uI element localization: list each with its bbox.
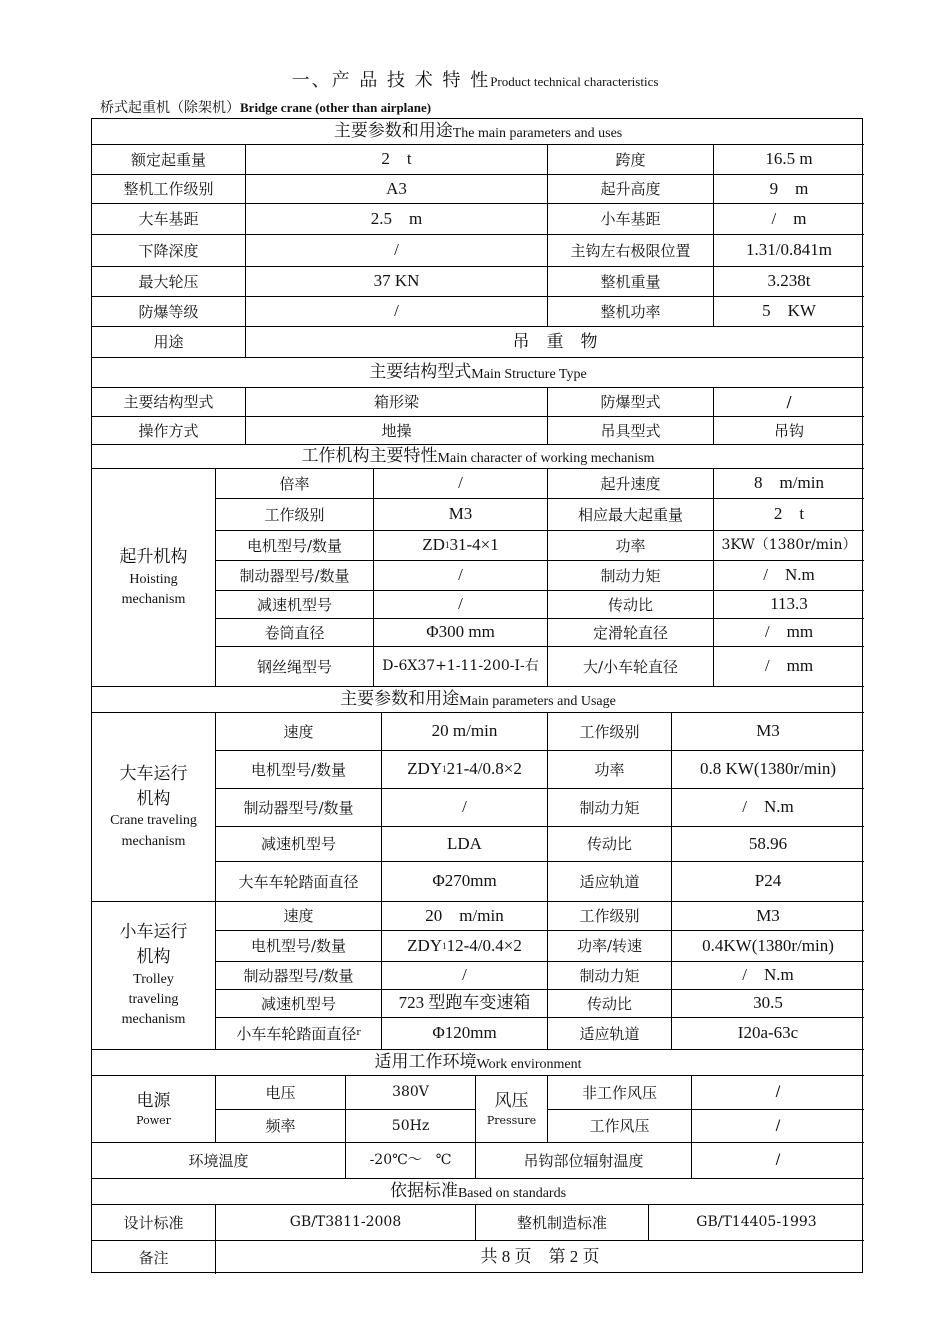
structure-value: /: [714, 388, 864, 417]
hoisting-value: / N.m: [714, 561, 864, 591]
crane-value: /: [382, 789, 548, 827]
param-value: 37 KN: [246, 267, 548, 297]
param-label: 下降深度: [92, 235, 246, 267]
crane-value: 0.8 KW(1380r/min): [672, 751, 864, 789]
hoisting-value: 113.3: [714, 591, 864, 619]
nonwork-wind-value: /: [692, 1076, 864, 1110]
manufacturing-standard-value: GB/T14405-1993: [649, 1205, 864, 1241]
trolley-label: 小车车轮踏面直径 r: [216, 1018, 382, 1050]
param-label: 整机工作级别: [92, 175, 246, 204]
page-number: 共 8 页 第 2 页: [480, 1247, 600, 1267]
structure-value: 吊钩: [714, 417, 864, 445]
param-label: 主钩左右极限位置: [548, 235, 714, 267]
ambient-temp-value: -20℃～ ℃: [346, 1143, 476, 1179]
power-label: 电源 Power: [92, 1076, 216, 1143]
param-label: 整机重量: [548, 267, 714, 297]
hoisting-label: 大/小车轮直径: [548, 647, 714, 687]
structure-value: 地操: [246, 417, 548, 445]
crane-label: 减速机型号: [216, 827, 382, 862]
param-label: 大车基距: [92, 204, 246, 235]
hoisting-mechanism-label: 起升机构 Hoisting mechanism: [92, 469, 216, 687]
hoisting-label: 钢丝绳型号: [216, 647, 374, 687]
crane-label: 制动器型号/数量: [216, 789, 382, 827]
crane-label: 功率: [548, 751, 672, 789]
hoisting-label: 定滑轮直径: [548, 619, 714, 647]
hoisting-label: 相应最大起重量: [548, 499, 714, 531]
crane-mechanism-label: 大车运行 机构 Crane traveling mechanism: [92, 713, 216, 902]
design-standard-value: GB/T3811-2008: [216, 1205, 476, 1241]
param-value: /: [246, 297, 548, 327]
hoisting-label: 电机型号/数量: [216, 531, 374, 561]
crane-label: 适应轨道: [548, 862, 672, 902]
voltage-value: 380V: [346, 1076, 476, 1110]
trolley-value: I20a-63c: [672, 1018, 864, 1050]
crane-label: 工作级别: [548, 713, 672, 751]
hoisting-value: ZD 1 31-4×1: [374, 531, 548, 561]
manufacturing-standard-label: 整机制造标准: [476, 1205, 649, 1241]
hook-radiation-temp-label: 吊钩部位辐射温度: [476, 1143, 692, 1179]
structure-value: 箱形梁: [246, 388, 548, 417]
hoisting-value: 8 m/min: [714, 469, 864, 499]
param-label: 最大轮压: [92, 267, 246, 297]
trolley-label: 速度: [216, 902, 382, 931]
trolley-label: 工作级别: [548, 902, 672, 931]
hoisting-value: D-6X37+1-11-200-I-右: [374, 647, 548, 687]
trolley-value: M3: [672, 902, 864, 931]
param-label: 额定起重量: [92, 145, 246, 175]
crane-value: M3: [672, 713, 864, 751]
trolley-value: 723 型跑车变速箱: [382, 990, 548, 1018]
trolley-value: Φ120mm: [382, 1018, 548, 1050]
page-title: 一、产 品 技 术 特 性Product technical characteristics: [291, 70, 659, 91]
hoisting-label: 制动力矩: [548, 561, 714, 591]
crane-label: 大车车轮踏面直径: [216, 862, 382, 902]
section-header-standards: 依据标准 Based on standards: [92, 1179, 864, 1205]
hoisting-label: 减速机型号: [216, 591, 374, 619]
hoisting-label: 卷筒直径: [216, 619, 374, 647]
work-wind-value: /: [692, 1110, 864, 1143]
trolley-label: 制动器型号/数量: [216, 962, 382, 990]
hoisting-value: /: [374, 469, 548, 499]
remarks-label: 备注: [92, 1241, 216, 1274]
param-label: 起升高度: [548, 175, 714, 204]
crane-value: ZDY 1 21-4/0.8×2: [382, 751, 548, 789]
param-label: 防爆等级: [92, 297, 246, 327]
hoisting-label: 起升速度: [548, 469, 714, 499]
param-value: /: [246, 235, 548, 267]
hoisting-value: 2 t: [714, 499, 864, 531]
crane-value: P24: [672, 862, 864, 902]
section-header-main-params-usage: 主要参数和用途 Main parameters and Usage: [92, 687, 864, 713]
hoisting-value: M3: [374, 499, 548, 531]
voltage-label: 电压: [216, 1076, 346, 1110]
trolley-label: 电机型号/数量: [216, 931, 382, 962]
trolley-label: 功率/转速: [548, 931, 672, 962]
hoisting-label: 倍率: [216, 469, 374, 499]
trolley-value: ZDY 1 12-4/0.4×2: [382, 931, 548, 962]
work-wind-label: 工作风压: [548, 1110, 692, 1143]
hoisting-label: 工作级别: [216, 499, 374, 531]
document-subtitle: 桥式起重机（除架机）Bridge crane (other than airplane): [100, 100, 432, 116]
crane-value: LDA: [382, 827, 548, 862]
hoisting-value: /: [374, 591, 548, 619]
trolley-label: 传动比: [548, 990, 672, 1018]
wind-pressure-label: 风压 Pressure: [476, 1076, 548, 1143]
trolley-label: 适应轨道: [548, 1018, 672, 1050]
nonwork-wind-label: 非工作风压: [548, 1076, 692, 1110]
structure-label: 吊具型式: [548, 417, 714, 445]
trolley-mechanism-label: 小车运行 机构 Trolley traveling mechanism: [92, 902, 216, 1050]
crane-label: 传动比: [548, 827, 672, 862]
param-value: 5 KW: [714, 297, 864, 327]
trolley-value: 0.4KW(1380r/min): [672, 931, 864, 962]
hoisting-label: 传动比: [548, 591, 714, 619]
crane-value: / N.m: [672, 789, 864, 827]
param-value: 2.5 m: [246, 204, 548, 235]
hoisting-value: / mm: [714, 647, 864, 687]
trolley-label: 减速机型号: [216, 990, 382, 1018]
structure-label: 主要结构型式: [92, 388, 246, 417]
param-value: 1.31/0.841m: [714, 235, 864, 267]
trolley-label: 制动力矩: [548, 962, 672, 990]
crane-value: 20 m/min: [382, 713, 548, 751]
trolley-value: 30.5: [672, 990, 864, 1018]
param-value: 16.5 m: [714, 145, 864, 175]
crane-label: 制动力矩: [548, 789, 672, 827]
design-standard-label: 设计标准: [92, 1205, 216, 1241]
hoisting-value: 3KW（1380r/min）: [714, 531, 864, 561]
crane-value: 58.96: [672, 827, 864, 862]
param-value: 2 t: [246, 145, 548, 175]
ambient-temp-label: 环境温度: [92, 1143, 346, 1179]
usage-value: 吊 重 物: [246, 327, 864, 358]
param-label: 整机功率: [548, 297, 714, 327]
hoisting-value: / mm: [714, 619, 864, 647]
crane-label: 电机型号/数量: [216, 751, 382, 789]
section-header-environment: 适用工作环境 Work environment: [92, 1050, 864, 1076]
section-header-working-mechanism: 工作机构主要特性 Main character of working mechanism: [92, 445, 864, 469]
spec-table: [91, 118, 863, 1273]
trolley-value: / N.m: [672, 962, 864, 990]
hoisting-label: 制动器型号/数量: [216, 561, 374, 591]
param-value: 9 m: [714, 175, 864, 204]
hoisting-label: 功率: [548, 531, 714, 561]
frequency-value: 50Hz: [346, 1110, 476, 1143]
crane-value: Φ270mm: [382, 862, 548, 902]
param-value: A3: [246, 175, 548, 204]
hoisting-value: /: [374, 561, 548, 591]
param-value: / m: [714, 204, 864, 235]
section-header-main-params: 主要参数和用途 The main parameters and uses: [92, 119, 864, 145]
hoisting-value: Φ300 mm: [374, 619, 548, 647]
trolley-value: 20 m/min: [382, 902, 548, 931]
crane-label: 速度: [216, 713, 382, 751]
structure-label: 防爆型式: [548, 388, 714, 417]
trolley-value: /: [382, 962, 548, 990]
hook-radiation-temp-value: /: [692, 1143, 864, 1179]
structure-label: 操作方式: [92, 417, 246, 445]
section-header-structure: 主要结构型式 Main Structure Type: [92, 358, 864, 388]
param-label: 跨度: [548, 145, 714, 175]
usage-label: 用途: [92, 327, 246, 358]
param-label: 小车基距: [548, 204, 714, 235]
frequency-label: 频率: [216, 1110, 346, 1143]
param-value: 3.238t: [714, 267, 864, 297]
